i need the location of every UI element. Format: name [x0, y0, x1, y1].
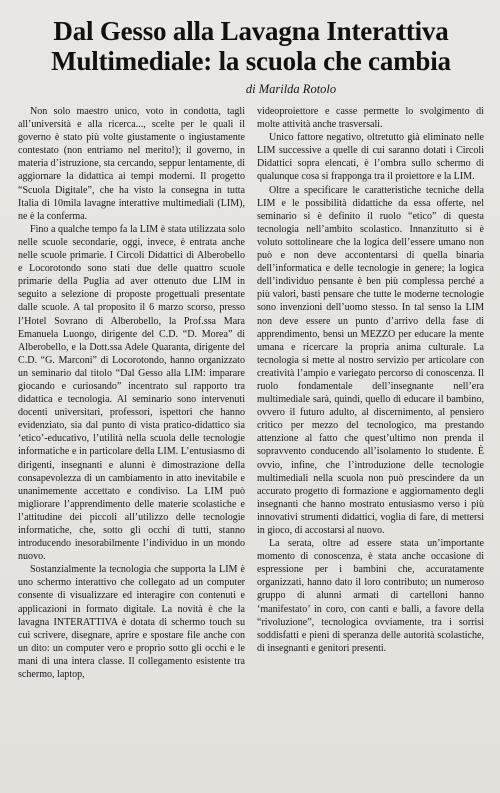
- article-title-line-2: Multimediale: la scuola che cambia: [51, 46, 451, 76]
- paragraph: Fino a qualche tempo fa la LIM è stata utilizzata solo nelle scuole secondarie, oggi, invece, è entrata anche nelle scuole primarie. I Circoli Didattici di Alberobello e Locorotondo sono stati due delle quattro scuole primarie della Puglia ad aver ottenuto due LIM in seguito a selezione di proposte progettuali presentate dalle scuole. A tal proposito il 6 marzo scorso, presso l’Hotel Sovrano di Alberobello, la Prof.ssa Mara Emanuela Luongo, dirigente del C.D. “D. Morea” di Alberobello, e la Dott.ssa Adele Quaranta, dirigente del C.D. “G. Marconi” di Locorotondo, hanno organizzato un seminario dal titolo “Dal Gesso alla LIM: imparare giocando e curiosando” incentrato sul rapporto tra didattica e tecnologia. Al seminario sono intervenuti docenti universitari, professori, ispettori che hanno evidenziato, sia dal punto di vista pratico-didattico sia ‘etico’-educativo, l’utilità nella scuola delle tecnologie informatiche e in particolare della LIM. L’entusiasmo di dirigenti, insegnanti e alunni è dimostrazione della consapevolezza di un cambiamento in atto inevitabile e unanimemente accettato e condiviso. La LIM può migliorare l’apprendimento delle materie scolastiche e l’attitudine dei piccoli all’utilizzo delle tecnologie informatiche, che, sotto gli occhi di tutti, stanno introducendo inesorabilmente l’individuo in un mondo nuovo.: [18, 223, 245, 563]
- paragraph: videoproiettore e casse permette lo svolgimento di molte attività anche trasversali.: [257, 106, 484, 131]
- article-body: [18, 105, 484, 681]
- left-column: [18, 105, 245, 681]
- paragraph: Non solo maestro unico, voto in condotta, tagli all’università e alla ricerca..., scelte per le quali il governo è stato più volte giustamente o ingiustamente contestato (non entriamo nel merito!); il governo, in materia d’istruzione, sta cercando, seppur lentamente, di aggiornare la didattica ai tempi moderni. Il progetto “Scuola Digitale”, che ha visto la consegna in tutta Italia di 10mila lavagne interattive multimediali (LIM), ne è la conferma.: [18, 106, 245, 222]
- article-title-line-1: Dal Gesso alla Lavagna Interattiva: [53, 16, 449, 46]
- article-title: [18, 16, 484, 76]
- article-byline: di Marilda Rotolo: [245, 82, 337, 96]
- right-column: [257, 105, 484, 681]
- paragraph: Oltre a specificare le caratteristiche tecniche della LIM e le possibilità didattiche da essa offerte, nel seminario si è definito il ruolo “etico” di questa tecnologia nell’ambito scolastico. Innanzitutto si è voluto sottolineare che la logica dell’essere umano non può e non deve accontentarsi di quella binaria dell’informatica e delle tecnologie in genere; la logica dell’individuo pensante è ben più complessa perché a più valori, basti pensare che tutte le moderne tecnologie sono invenzioni dell’uomo stesso. In tal senso la LIM non deve essere un punto d’arrivo della fase di apprendimento, bensì un MEZZO per educare la mente umana e ricercare la propria anima culturale. La tecnologia si mette al nostro servizio per articolare con creatività l’ampio e variegato percorso di conoscenza. Il ruolo fondamentale dell’insegnante nell’era multimediale sarà, quindi, quello di educare il bambino, ovvero il futuro adulto, al discernimento, al pensiero critico per mezzo del tecnologico, ma prestando attenzione al fatto che quest’ultimo non prenda il sopravvento conducendo all’isolamento lo studente. È ovvio, infine, che l’introduzione delle tecnologie multimediali nella scuola non può prescindere da un accurato progetto di formazione e aggiornamento degli insegnanti che hanno mostrato entusiasmo verso i più innovativi strumenti didattici, voglia di fare, di mettersi in gioco, di accostarsi al nuovo.: [257, 184, 484, 536]
- paragraph: Unico fattore negativo, oltretutto già eliminato nelle LIM successive a quelle di cui saranno dotati i Circoli Didattici sopra elencati, è l’ombra sullo schermo di qualunque cosa si frapponga tra il proiettore e la LIM.: [257, 132, 484, 183]
- paragraph: Sostanzialmente la tecnologia che supporta la LIM è uno schermo interattivo che collegato ad un computer consente di visualizzare ed interagire con contenuti e applicazioni in formato digitale. La novità è che la lavagna INTERATTIVA è dotata di schermo touch su cui scrivere, disegnare, aprire e spostare file anche con un dito: un computer vero e proprio sotto gli occhi e le mani di una intera classe. Il collegamento esistente tra schermo, laptop,: [18, 564, 245, 681]
- paragraph: La serata, oltre ad essere stata un’importante momento di conoscenza, è stata anche occasione di espressione per i bambini che, accuratamente organizzati, hanno dato il loro contributo; un numeroso gruppo di alunni armati di cartelloni hanno ‘manifestato’ in coro, con canti e balli, a favore della “rivoluzione”, tecnologica ovviamente, tra i sorrisi soddisfatti e pieni di speranza delle autorità scolastiche, di insegnanti e genitori presenti.: [257, 538, 484, 654]
